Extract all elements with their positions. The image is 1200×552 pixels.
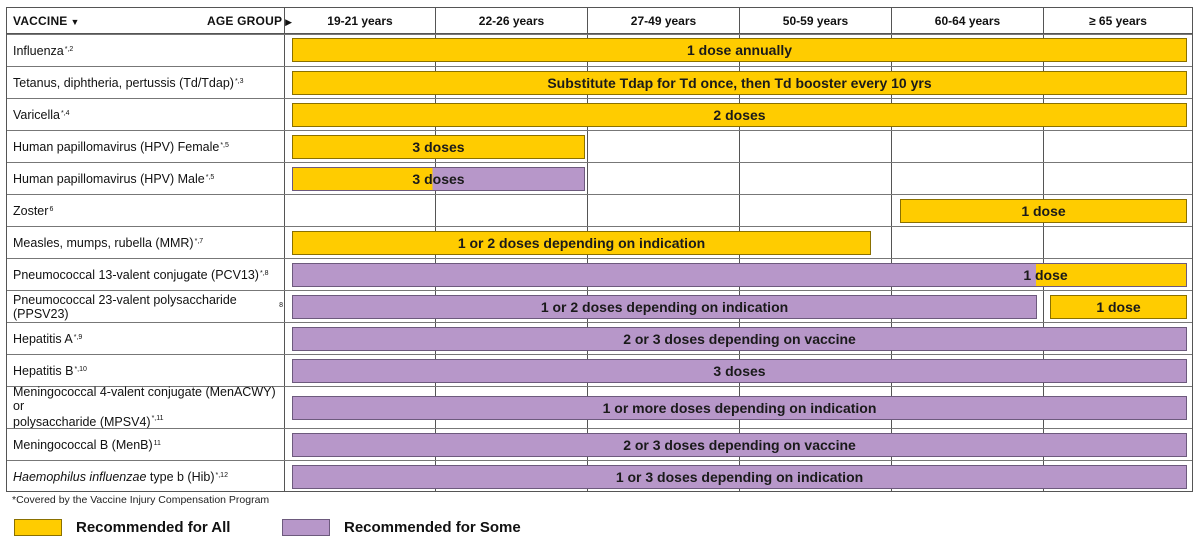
table-row-hepatitis-a xyxy=(7,322,1192,354)
immunization-schedule-table xyxy=(6,7,1193,492)
table-row-hib xyxy=(7,460,1192,492)
vaccine-name: Meningococcal B (MenB) $^{11}$ xyxy=(13,437,161,452)
table-row-hpv-female xyxy=(7,130,1192,162)
age-header-27-49: 27-49 years xyxy=(587,8,739,34)
bar-label: 2 doses xyxy=(713,107,766,123)
bar-label: 1 dose xyxy=(1096,299,1141,315)
table-row-varicella xyxy=(7,98,1192,130)
vaccine-name: Zoster $^6$ xyxy=(13,203,54,218)
bar-label: 1 or 3 doses depending on indication xyxy=(615,469,864,485)
vaccine-column-header xyxy=(13,8,80,34)
vaccine-name: Pneumococcal 13-valent conjugate (PCV13) $^{*,8}$ xyxy=(13,267,269,282)
table-row-hepatitis-b xyxy=(7,354,1192,386)
table-row-pcv13 xyxy=(7,258,1192,290)
age-header-60-64: 60-64 years xyxy=(891,8,1043,34)
table-row-tdap xyxy=(7,66,1192,98)
vaccine-name: Haemophilus influenzae type b (Hib) $^{*,12}$ xyxy=(13,469,228,484)
bar-recommended-some xyxy=(292,433,1187,457)
vaccine-name: Measles, mumps, rubella (MMR) $^{*,7}$ xyxy=(13,235,204,250)
bar-recommended-all xyxy=(1050,295,1187,319)
age-header-19-21: 19-21 years xyxy=(284,8,435,34)
table-row-zoster xyxy=(7,194,1192,226)
vaccine-name: Human papillomavirus (HPV) Female $^{*,5}$ xyxy=(13,139,229,154)
age-header-65-plus: ≥ 65 years xyxy=(1043,8,1192,34)
legend-label-some: Recommended for Some xyxy=(344,518,521,536)
bar-recommended-some xyxy=(292,295,1037,319)
legend-swatch-some xyxy=(282,519,330,536)
bar-label: 2 or 3 doses depending on vaccine xyxy=(623,437,856,453)
bar-label: Substitute Tdap for Td once, then Td booster every 10 yrs xyxy=(547,75,932,91)
table-header xyxy=(7,8,1192,34)
vaccine-name: Hepatitis B $^{*,10}$ xyxy=(13,363,87,378)
down-triangle-icon: ▼ xyxy=(70,17,80,27)
footnote: *Covered by the Vaccine Injury Compensation Program xyxy=(12,494,270,506)
table-row-mmr xyxy=(7,226,1192,258)
legend-swatch-all xyxy=(14,519,62,536)
vaccine-header-label: VACCINE xyxy=(13,14,68,28)
table-row-ppsv23 xyxy=(7,290,1192,322)
bar-recommended-some xyxy=(292,327,1187,351)
legend-item-some xyxy=(282,516,521,538)
bar-recommended-all xyxy=(292,71,1187,95)
bar-label: 1 or 2 doses depending on indication xyxy=(540,299,789,315)
bar-label: 3 doses xyxy=(713,363,766,379)
vaccine-name: Varicella $^{*,4}$ xyxy=(13,107,70,122)
bar-recommended-all xyxy=(292,103,1187,127)
bar-label: 1 dose annually xyxy=(686,42,793,58)
age-group-header-label: AGE GROUP xyxy=(207,14,283,28)
table-row-menacwy xyxy=(7,386,1192,428)
age-header-22-26: 22-26 years xyxy=(435,8,587,34)
bar-recommended-all-and-some xyxy=(292,167,585,191)
vaccine-name: Human papillomavirus (HPV) Male $^{*,5}$ xyxy=(13,171,215,186)
right-triangle-icon: ▶ xyxy=(285,17,293,27)
bar-recommended-all xyxy=(292,231,871,255)
bar-recommended-all xyxy=(900,199,1187,223)
vaccine-name: Meningococcal 4-valent conjugate (MenACWY) or polysaccharide (MPSV4)$^{*,11}$ xyxy=(13,385,276,430)
bar-recommended-some xyxy=(292,465,1187,489)
vaccine-name: Hepatitis A $^{*,9}$ xyxy=(13,331,83,346)
vaccine-name: Pneumococcal 23-valent polysaccharide (PPSV23) $^8$ xyxy=(13,292,283,321)
table-row-influenza xyxy=(7,34,1192,66)
bar-recommended-all xyxy=(292,38,1187,62)
table-row-menb xyxy=(7,428,1192,460)
bar-recommended-some xyxy=(292,359,1187,383)
vaccine-name: Tetanus, diphtheria, pertussis (Td/Tdap) $^{*,3}$ xyxy=(13,75,244,90)
age-header-50-59: 50-59 years xyxy=(739,8,891,34)
bar-label: 1 or 2 doses depending on indication xyxy=(457,235,706,251)
vaccine-name: Influenza $^{*,2}$ xyxy=(13,43,74,58)
bar-label: 1 dose xyxy=(1021,203,1066,219)
bar-recommended-some xyxy=(292,396,1187,420)
bar-label: 3 doses xyxy=(412,171,465,187)
legend-item-all xyxy=(14,516,230,538)
bar-label: 2 or 3 doses depending on vaccine xyxy=(623,331,856,347)
age-group-header xyxy=(207,8,292,34)
bar-label: 1 or more doses depending on indication xyxy=(602,400,877,416)
bar-label: 1 dose xyxy=(1023,267,1068,283)
bar-label: 3 doses xyxy=(412,139,465,155)
bar-recommended-all xyxy=(292,135,585,159)
table-row-hpv-male xyxy=(7,162,1192,194)
bar-recommended-some-and-all xyxy=(292,263,1187,287)
legend-label-all: Recommended for All xyxy=(76,518,231,536)
